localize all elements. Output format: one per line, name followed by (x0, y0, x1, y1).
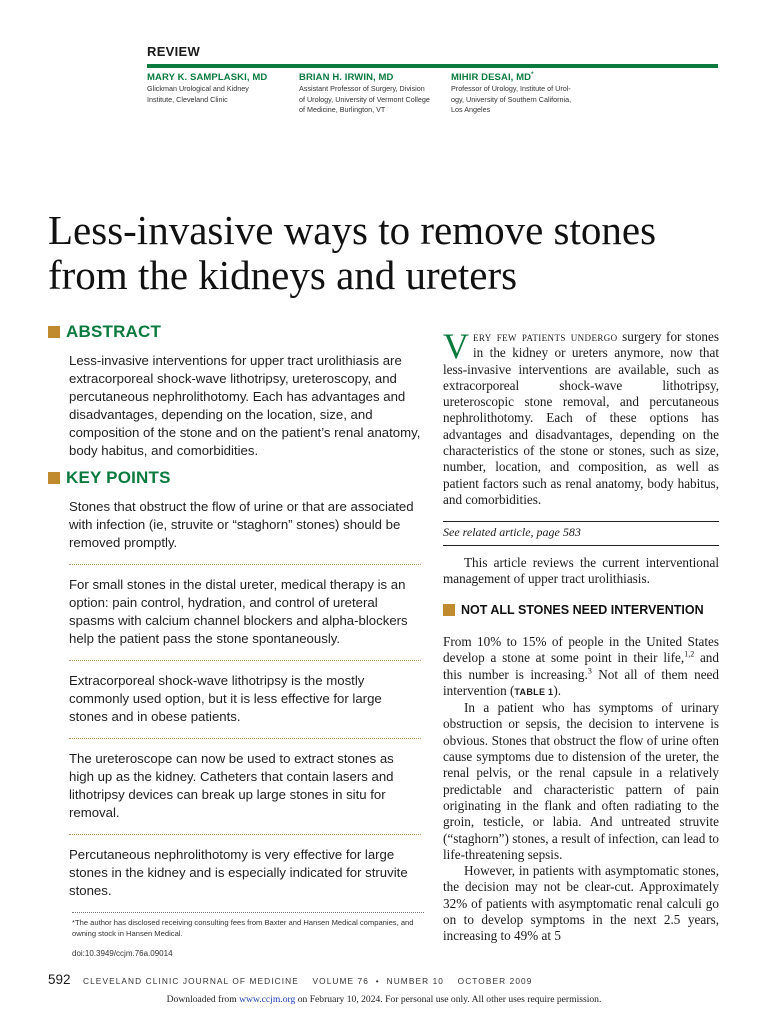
key-point-item: Stones that obstruct the flow of urine or that are associated with infection (ie, struvite or “staghorn” stones) should be removed promptly. (69, 498, 421, 565)
author-affiliation: Glickman Urological and Kidney Institute, Cleveland Clinic (147, 84, 249, 104)
body-paragraph: However, in patients with asymptomatic stones, the decision may not be clear-cut. Approximately 32% of patients with asymptomatic renal calculi go on to develop symptoms in the next 2.5 years, increasing to 49% at 5 (443, 863, 719, 944)
citation-ref[interactable]: 3 (587, 666, 592, 676)
author-affiliation: Professor of Urology, Institute of Urol- ogy, University of Southern California, Los Angeles (451, 84, 572, 114)
intro-text: surgery for stones in the kidney or ureters anymore, now that less-invasive interventions are available, such as extracorporeal shock-wave lithotripsy, ureteroscopic stone removal, and percutaneous nephrolithotomy. Each of these options has advantages and disadvantages, depending on the characteristics of the stone or stones, such as size, number, location, and composition, as well as patient factors such as renal anatomy, body habitus, and comorbidities. (443, 329, 719, 507)
ccjm-link[interactable]: www.ccjm.org (239, 994, 296, 1005)
square-bullet-icon (443, 604, 455, 616)
drop-cap: V (443, 326, 469, 366)
section-label: REVIEW (147, 44, 201, 59)
author-affiliation: Assistant Professor of Surgery, Division of Urology, University of Vermont College of Medicine, Burlington, VT (299, 84, 430, 114)
citation-ref[interactable]: 1,2 (684, 649, 695, 659)
disclosure-text: *The author has disclosed receiving consulting fees from Baxter and Hansen Medical companies, and owning stock in Hansen Medical. (72, 918, 414, 938)
square-bullet-icon (48, 326, 60, 338)
author-block (299, 71, 447, 116)
abstract-text: Less-invasive interventions for upper tract urolithiasis are extracorporeal shock-wave lithotripsy, ureteroscopy, and percutaneous nephrolithotomy. Each has advantages and disadvantages, depending on the location, size, and composition of the stone and on the patient’s renal anatomy, body habitus, and comorbidities. (69, 353, 421, 458)
journal-running-footer: CLEVELAND CLINIC JOURNAL OF MEDICINE VOLUME 76 • NUMBER 10 OCTOBER 2009 (83, 976, 533, 986)
key-point-item: Extracorporeal shock-wave lithotripsy is the mostly commonly used option, but it is less effective for large stones and in obese patients. (69, 672, 421, 739)
review-scope-paragraph: This article reviews the current interventional management of upper tract urolithiasis. (443, 555, 719, 587)
author-name: MARY K. SAMPLASKI, MD (147, 72, 268, 83)
square-bullet-icon (48, 472, 60, 484)
author-name: MIHIR DESAI, MD* (451, 71, 534, 83)
author-disclosure-footnote (72, 912, 424, 959)
author-block (147, 71, 292, 105)
key-point-item: Percutaneous nephrolithotomy is very effective for large stones in the kidney and is especially indicated for struvite stones. (69, 847, 408, 898)
intro-smallcaps: ery few patients undergo (473, 329, 618, 344)
header-rule (147, 64, 718, 68)
abstract-heading-label: ABSTRACT (66, 322, 162, 341)
key-points-heading (48, 468, 171, 488)
table-reference[interactable]: TABLE 1 (514, 686, 554, 697)
article-title: Less-invasive ways to remove stones from the kidneys and ureters (48, 207, 657, 298)
key-points-heading-label: KEY POINTS (66, 468, 171, 487)
subsection-heading-label: NOT ALL STONES NEED INTERVENTION (461, 603, 704, 617)
body-paragraph: From 10% to 15% of people in the United States develop a stone at some point in their life,$^{1,2}$ and this number is increasing.$^3$ Not all of them need intervention (TABLE 1). (443, 634, 719, 698)
body-text (443, 634, 719, 945)
subsection-heading (443, 603, 704, 617)
abstract-heading (48, 322, 161, 342)
key-point-item: For small stones in the distal ureter, medical therapy is an option: pain control, hydration, and control of ureteral spasms with calcium channel blockers and alpha-blockers help the patient pass the stone spontaneously. (69, 576, 421, 661)
author-name: BRIAN H. IRWIN, MD (299, 72, 394, 83)
related-article-link[interactable]: See related article, page 583 (443, 521, 719, 546)
intro-paragraph (443, 326, 719, 508)
page-number: 592 (48, 972, 71, 987)
body-paragraph: In a patient who has symptoms of urinary obstruction or sepsis, the decision to intervene is obvious. Stones that obstruct the flow of urine often cause symptoms due to distension of the ureter, the renal pelvis, or the renal capsule in a relatively predictable and characteristic pattern of pain originating in the flank and often radiating to the groin, testicle, or labia. And untreated struvite (“staghorn”) stones, a result of infection, can lead to life-threatening sepsis. (443, 700, 719, 862)
key-points-list (69, 498, 421, 923)
download-notice: Downloaded from www.ccjm.org on February 10, 2024. For personal use only. All other uses require permission. (166, 994, 602, 1005)
key-point-item: The ureteroscope can now be used to extract stones as high up as the kidney. Catheters that contain lasers and lithotripsy devices can break up large stones in situ for removal. (69, 750, 421, 835)
doi: doi:10.3949/ccjm.76a.09014 (72, 949, 173, 958)
author-block (451, 71, 601, 116)
